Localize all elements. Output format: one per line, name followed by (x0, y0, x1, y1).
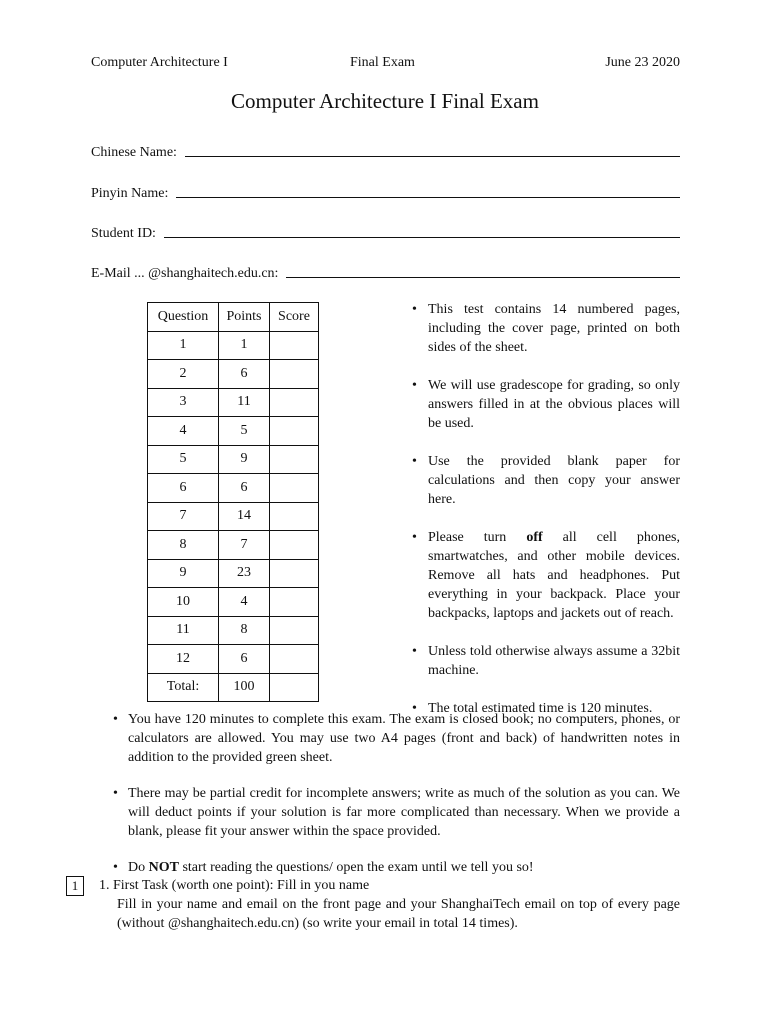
list-item (412, 528, 680, 623)
chinese-name-label: Chinese Name: (91, 145, 177, 160)
question-points: 11 (219, 388, 270, 417)
total-label: Total: (148, 673, 219, 702)
question-points: 4 (219, 588, 270, 617)
note-text-before: Do (128, 860, 149, 875)
header-exam: Final Exam (350, 55, 415, 70)
question-points: 6 (219, 474, 270, 503)
pinyin-name-label: Pinyin Name: (91, 186, 169, 201)
note-text: The total estimated time is 120 minutes. (428, 701, 653, 716)
note-text: There may be partial credit for incomplete answers; write as much of the solution as you can. We will deduct points if your solution is far more complicated than necessary. When we provide a blank, please fit your answer within the space provided. (128, 786, 680, 839)
score-cell[interactable] (270, 588, 319, 617)
score-cell[interactable] (270, 445, 319, 474)
note-text: This test contains 14 numbered pages, including the cover page, printed on both sides of the sheet. (428, 302, 680, 355)
email-blank[interactable] (286, 276, 680, 278)
pinyin-name-blank[interactable] (176, 196, 680, 198)
table-row (148, 616, 319, 645)
table-row (148, 360, 319, 389)
chinese-name-field[interactable] (91, 145, 680, 161)
page-title: Computer Architecture I Final Exam (231, 89, 539, 113)
question-number: 12 (148, 645, 219, 674)
question-number: 6 (148, 474, 219, 503)
list-item (113, 858, 680, 877)
header-score: Score (270, 303, 319, 332)
list-item (113, 784, 680, 841)
question-number: 5 (148, 445, 219, 474)
question-number: 3 (148, 388, 219, 417)
side-instructions (412, 300, 680, 718)
question-points: 7 (219, 531, 270, 560)
question-number: 10 (148, 588, 219, 617)
score-cell[interactable] (270, 645, 319, 674)
table-row (148, 531, 319, 560)
bullet-icon: • (113, 712, 118, 727)
score-cell[interactable] (270, 616, 319, 645)
pinyin-name-field[interactable] (91, 186, 680, 202)
email-field[interactable] (91, 266, 680, 282)
note-text-after: start reading the questions/ open the exam until we tell you so! (178, 860, 534, 875)
question-1 (99, 876, 680, 933)
chinese-name-blank[interactable] (185, 155, 680, 157)
bullet-icon: • (412, 302, 417, 317)
list-item (113, 710, 680, 767)
student-id-blank[interactable] (164, 236, 680, 238)
table-row (148, 445, 319, 474)
question-number: 4 (148, 417, 219, 446)
student-id-label: Student ID: (91, 226, 156, 241)
question-number: 1 (148, 331, 219, 360)
header-points: Points (219, 303, 270, 332)
table-row (148, 645, 319, 674)
score-cell[interactable] (270, 474, 319, 503)
question-points: 1 (219, 331, 270, 360)
bullet-icon: • (412, 701, 417, 716)
table-row (148, 474, 319, 503)
question-points: 5 (219, 417, 270, 446)
score-cell[interactable] (270, 502, 319, 531)
question-number: 2 (148, 360, 219, 389)
table-row (148, 559, 319, 588)
table-row (148, 331, 319, 360)
table-row (148, 502, 319, 531)
header-date: June 23 2020 (605, 55, 680, 70)
score-table (147, 302, 319, 702)
note-text-after: all cell phones, smartwatches, and other mobile devices. Remove all hats and headphones. Put everything in your backpack. Place your backpacks, laptops and jackets out of reach. (428, 530, 680, 621)
header-course: Computer Architecture I (91, 55, 228, 70)
emphasis-off: off (526, 530, 543, 545)
score-table-header (148, 303, 319, 332)
list-item (412, 376, 680, 433)
question-number: 7 (148, 502, 219, 531)
note-text: Unless told otherwise always assume a 32bit machine. (428, 644, 680, 678)
student-id-field[interactable] (91, 226, 680, 242)
score-cell[interactable] (270, 360, 319, 389)
score-cell[interactable] (270, 531, 319, 560)
note-text: We will use gradescope for grading, so only answers filled in at the obvious places will be used. (428, 378, 680, 431)
list-item (412, 452, 680, 509)
table-row (148, 388, 319, 417)
table-row (148, 417, 319, 446)
question-points: 6 (219, 360, 270, 389)
bullet-icon: • (113, 786, 118, 801)
score-cell[interactable] (270, 559, 319, 588)
bullet-icon: • (412, 454, 417, 469)
bullet-icon: • (412, 530, 417, 545)
bullet-icon: • (113, 860, 118, 875)
total-points: 100 (219, 673, 270, 702)
email-label: E-Mail ... @shanghaitech.edu.cn: (91, 266, 279, 281)
question-points-box: 1 (66, 876, 84, 896)
question-body: Fill in your name and email on the front page and your ShanghaiTech email on top of every page (without @shanghaitech.edu.cn) (so write your email in total 14 times). (117, 897, 680, 931)
main-instructions (113, 710, 680, 877)
bullet-icon: • (412, 644, 417, 659)
table-row (148, 588, 319, 617)
emphasis-not: NOT (148, 860, 179, 875)
score-cell[interactable] (270, 388, 319, 417)
list-item (412, 300, 680, 357)
list-item (412, 642, 680, 680)
question-number: 9 (148, 559, 219, 588)
note-text-before: Please turn (428, 530, 527, 545)
question-heading: 1. First Task (worth one point): Fill in you name (99, 878, 370, 893)
total-score-cell[interactable] (270, 673, 319, 702)
question-number: 8 (148, 531, 219, 560)
header-question: Question (148, 303, 219, 332)
question-points: 9 (219, 445, 270, 474)
question-points: 14 (219, 502, 270, 531)
question-points: 23 (219, 559, 270, 588)
question-points: 8 (219, 616, 270, 645)
score-cell[interactable] (270, 331, 319, 360)
note-text: You have 120 minutes to complete this exam. The exam is closed book; no computers, phones, or calculators are allowed. You may use two A4 pages (front and back) of handwritten notes in addition to the provided green sheet. (128, 712, 680, 765)
note-text: Use the provided blank paper for calculations and then copy your answer here. (428, 454, 680, 507)
total-row (148, 673, 319, 702)
question-number: 11 (148, 616, 219, 645)
score-cell[interactable] (270, 417, 319, 446)
bullet-icon: • (412, 378, 417, 393)
question-points: 6 (219, 645, 270, 674)
